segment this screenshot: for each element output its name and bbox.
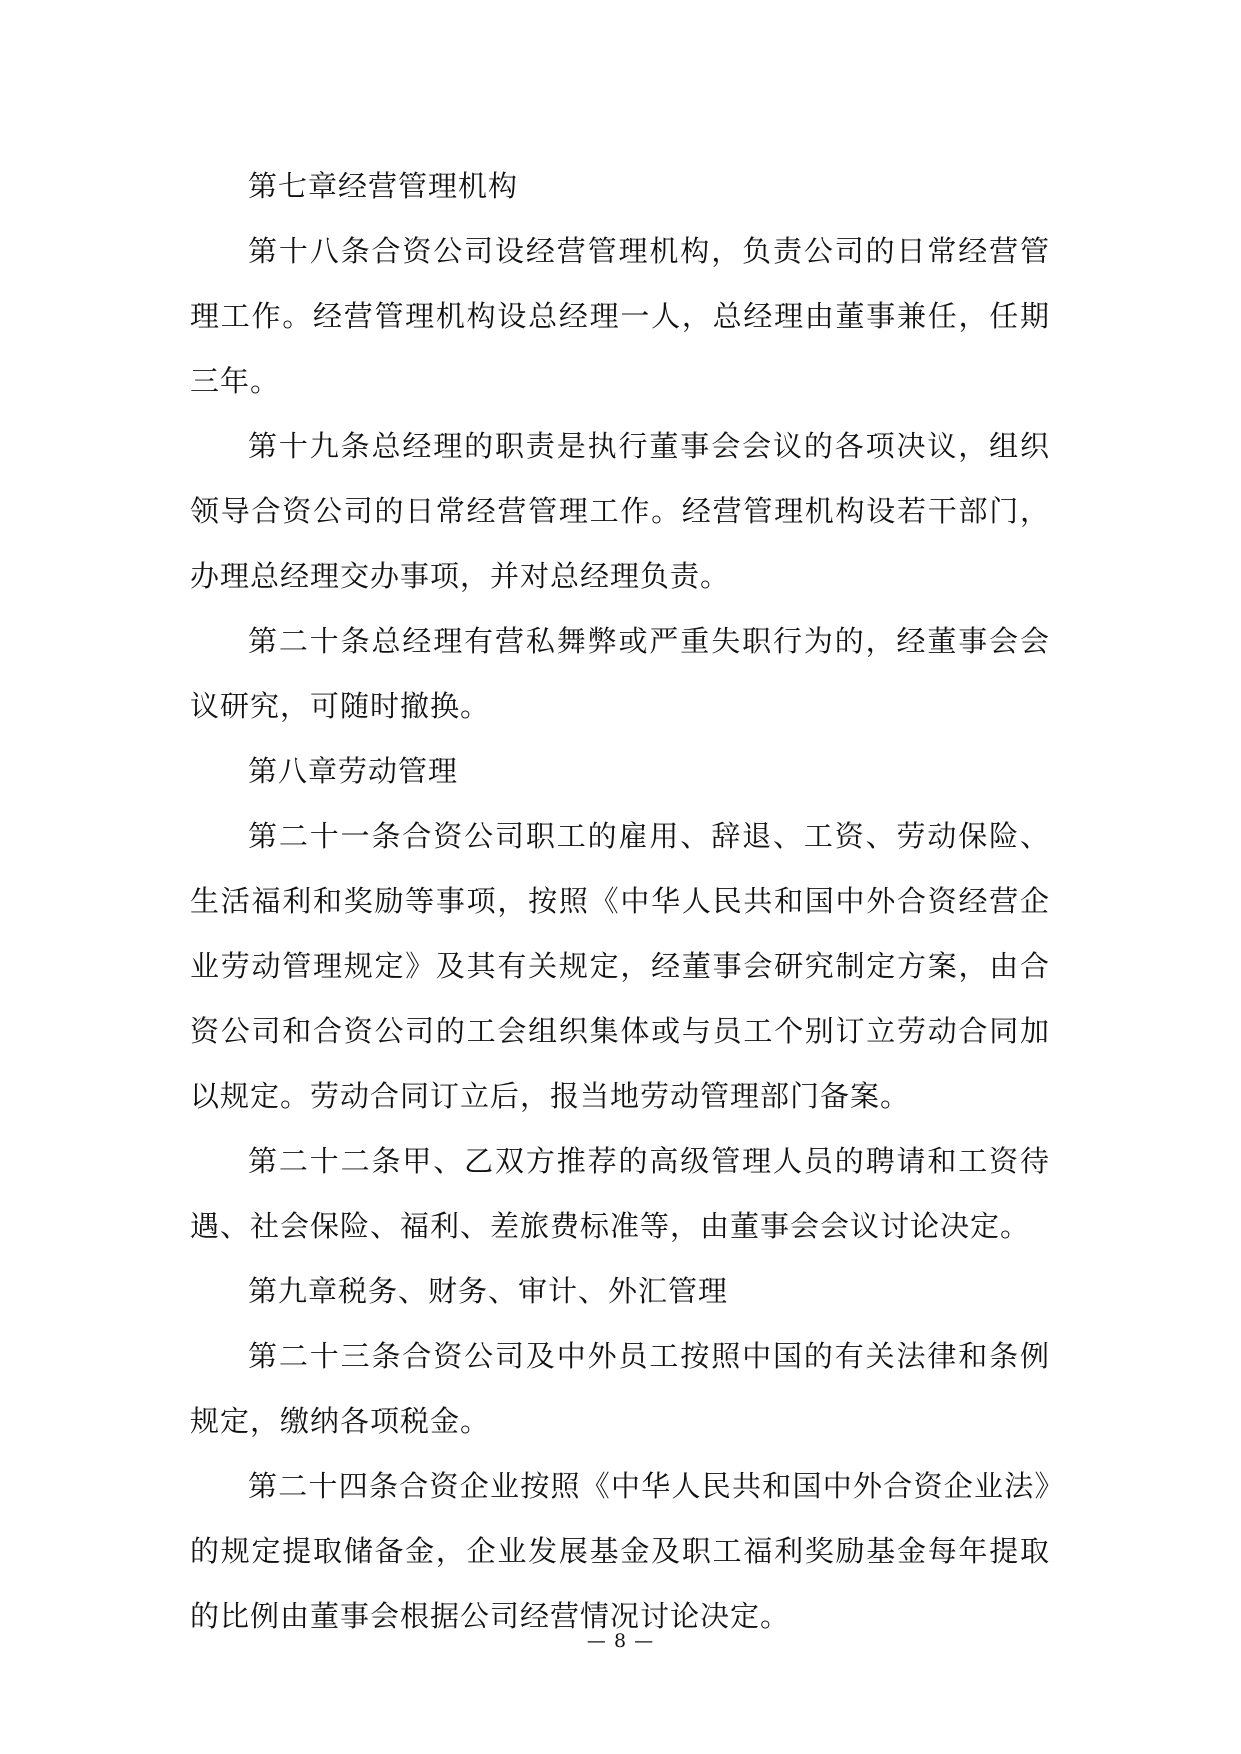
article-paragraph: 第二十三条合资公司及中外员工按照中国的有关法律和条例规定，缴纳各项税金。 (190, 1339, 1050, 1438)
article-paragraph: 第十八条合资公司设经营管理机构，负责公司的日常经营管理工作。经营管理机构设总经理一人，总经理由董事兼任，任期三年。 (190, 234, 1050, 398)
chapter-heading: 第九章税务、财务、审计、外汇管理 (248, 1274, 729, 1308)
article-paragraph: 第二十一条合资公司职工的雇用、辞退、工资、劳动保险、生活福利和奖励等事项，按照《中华人民共和国中外合资经营企业劳动管理规定》及其有关规定，经董事会研究制定方案，由合资公司和合资公司的工会组织集体或与员工个别订立劳动合同加以规定。劳动合同订立后，报当地劳动管理部门备案。 (190, 819, 1050, 1113)
chapter-heading: 第八章劳动管理 (248, 754, 459, 788)
article-paragraph: 第十九条总经理的职责是执行董事会会议的各项决议，组织领导合资公司的日常经营管理工作。经营管理机构设若干部门，办理总经理交办事项，并对总经理负责。 (190, 429, 1050, 593)
page-number: — 8 — (586, 1630, 655, 1652)
chapter-heading: 第七章经营管理机构 (248, 169, 519, 203)
article-paragraph: 第二十二条甲、乙双方推荐的高级管理人员的聘请和工资待遇、社会保险、福利、差旅费标准等，由董事会会议讨论决定。 (190, 1144, 1050, 1243)
article-paragraph: 第二十四条合资企业按照《中华人民共和国中外合资企业法》的规定提取储备金，企业发展基金及职工福利奖励基金每年提取的比例由董事会根据公司经营情况讨论决定。 (190, 1469, 1050, 1633)
article-paragraph: 第二十条总经理有营私舞弊或严重失职行为的，经董事会会议研究，可随时撤换。 (190, 624, 1050, 723)
document-body (190, 154, 1050, 1649)
